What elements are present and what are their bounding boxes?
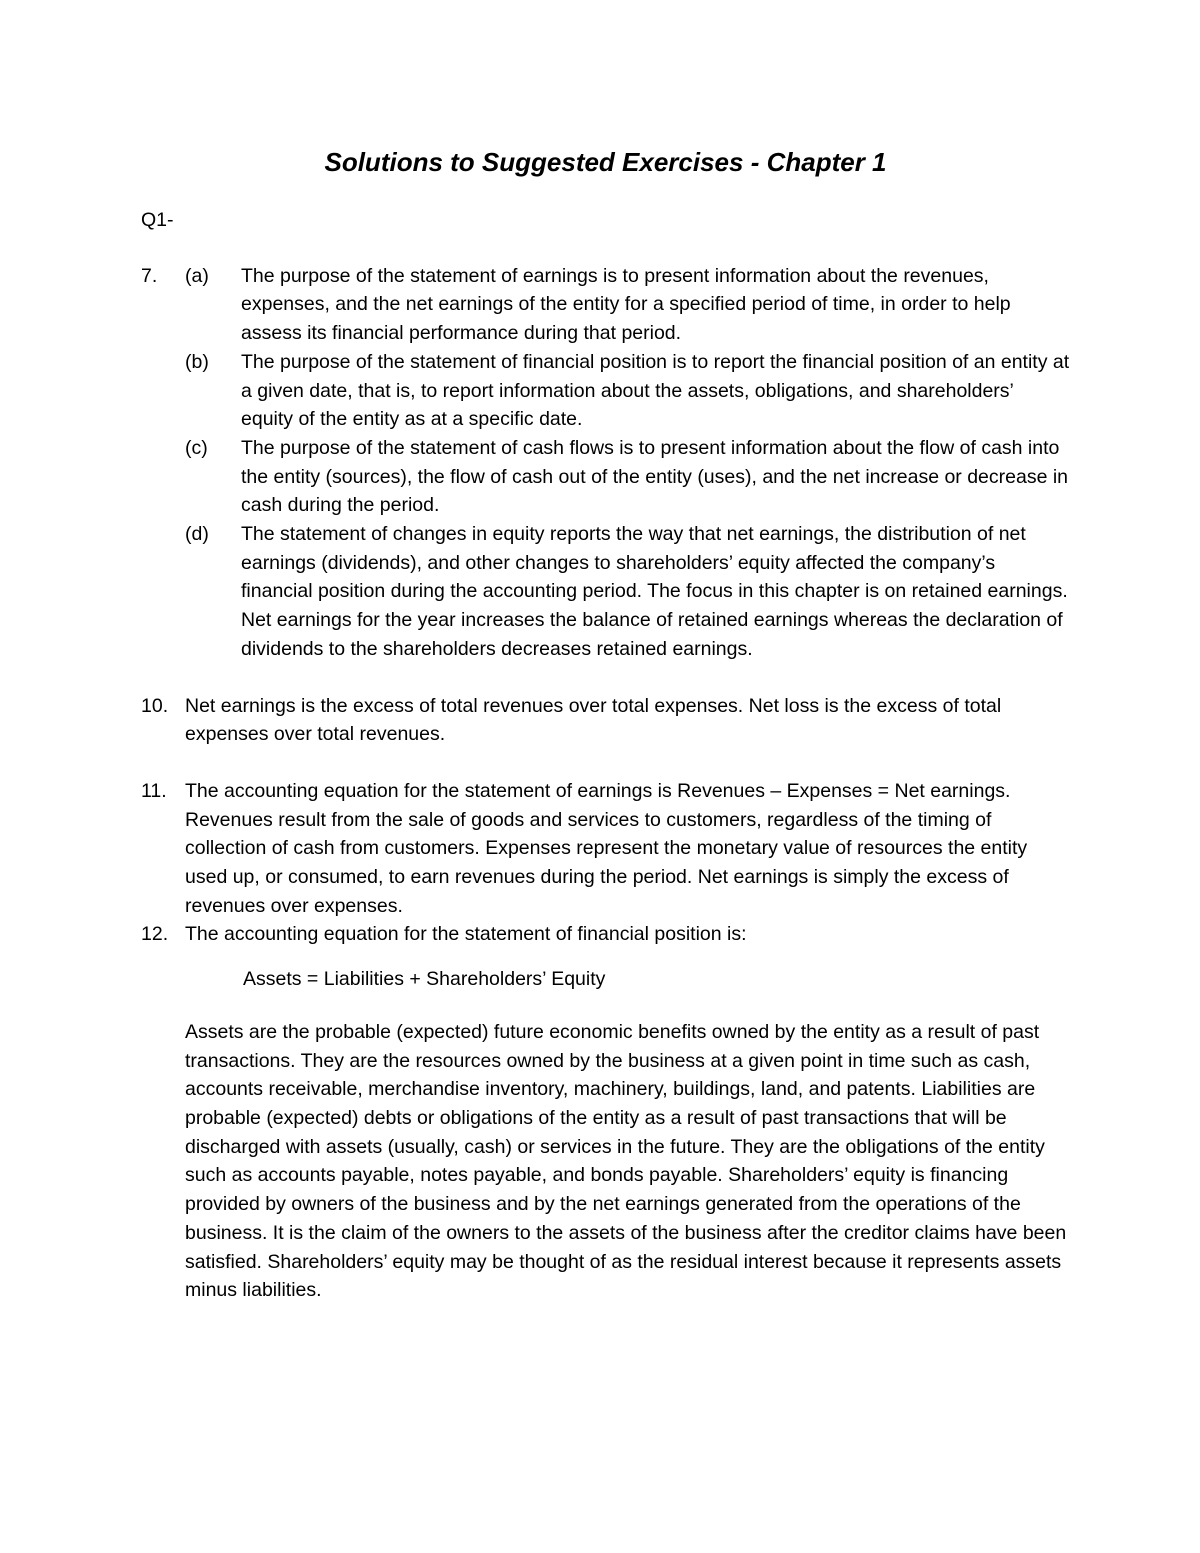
sub-item-text: The purpose of the statement of financial position is to report the financial position of an entity at a given date, that is, to report information about the assets, obligations, and shareholders’ equity of the entity as at a specific date. — [241, 350, 1070, 431]
answer-item-12 — [141, 920, 1070, 1304]
sub-item-letter: (c) — [185, 436, 208, 459]
item-body — [185, 262, 1070, 664]
item-number: 11. — [141, 779, 167, 802]
sub-item-c — [185, 434, 1070, 520]
sub-item-b — [185, 348, 1070, 434]
sub-item-letter: (b) — [185, 350, 209, 373]
question-label: Q1- — [141, 209, 174, 231]
sub-item-letter: (d) — [185, 523, 209, 546]
answer-item-7 — [141, 262, 1070, 664]
sub-item-a — [185, 262, 1070, 348]
spacer — [141, 749, 1070, 777]
item-number: 12. — [141, 923, 169, 946]
accounting-equation: Assets = Liabilities + Shareholders’ Equity — [243, 968, 606, 991]
item-text: The accounting equation for the statement of earnings is Revenues – Expenses = Net earnings. Revenues result from the sale of goods and services to customers, regardless of the timing of collection of cash from customers. Expenses represent the monetary value of resources the entity used up, or consumed, to earn revenues during the period. Net earnings is simply the excess of revenues over expenses. — [185, 779, 1028, 917]
item-number: 7. — [141, 264, 158, 287]
answer-item-11 — [141, 777, 1070, 921]
item-explanation: Assets are the probable (expected) future economic benefits owned by the entity as a result of past transactions. They are the resources owned by the business at a given point in time such as cash, accounts receivable, merchandise inventory, machinery, buildings, land, and patents. Liabilities are probable (expected) debts or obligations of the entity as a result of past transactions that will be discharged with assets (usually, cash) or services in the future. They are the obligations of the entity such as accounts payable, notes payable, and bonds payable. Shareholders’ equity is financing provided by owners of the business and by the net earnings generated from the operations of the business. It is the claim of the owners to the assets of the business after the creditor claims have been satisfied. Shareholders’ equity may be thought of as the residual interest because it represents assets minus liabilities. — [185, 1020, 1067, 1302]
sub-item-d — [185, 520, 1070, 664]
spacer — [141, 664, 1070, 692]
sub-item-text: The purpose of the statement of earnings is to present information about the revenues, expenses, and the net earnings of the entity for a specified period of time, in order to help assess its financial performance during that period. — [241, 264, 1011, 345]
sub-item-text: The purpose of the statement of cash flows is to present information about the flow of cash into the entity (sources), the flow of cash out of the entity (uses), and the net increase or decrease in cash during the period. — [241, 436, 1069, 517]
item-text: Net earnings is the excess of total revenues over total expenses. Net loss is the excess of total expenses over total revenues. — [185, 694, 1002, 746]
page-title: Solutions to Suggested Exercises - Chapter 1 — [324, 147, 887, 177]
sub-item-text: The statement of changes in equity reports the way that net earnings, the distribution of net earnings (dividends), and other changes to shareholders’ equity affected the company’s financial position during the accounting period. The focus in this chapter is on retained earnings. Net earnings for the year increases the balance of retained earnings whereas the declaration of dividends to the shareholders decreases retained earnings. — [241, 523, 1068, 660]
item-body — [185, 920, 1070, 1304]
item-intro: The accounting equation for the statement of financial position is: — [185, 923, 747, 946]
answer-item-10 — [141, 692, 1070, 749]
item-number: 10. — [141, 694, 169, 717]
sub-item-letter: (a) — [185, 264, 209, 287]
